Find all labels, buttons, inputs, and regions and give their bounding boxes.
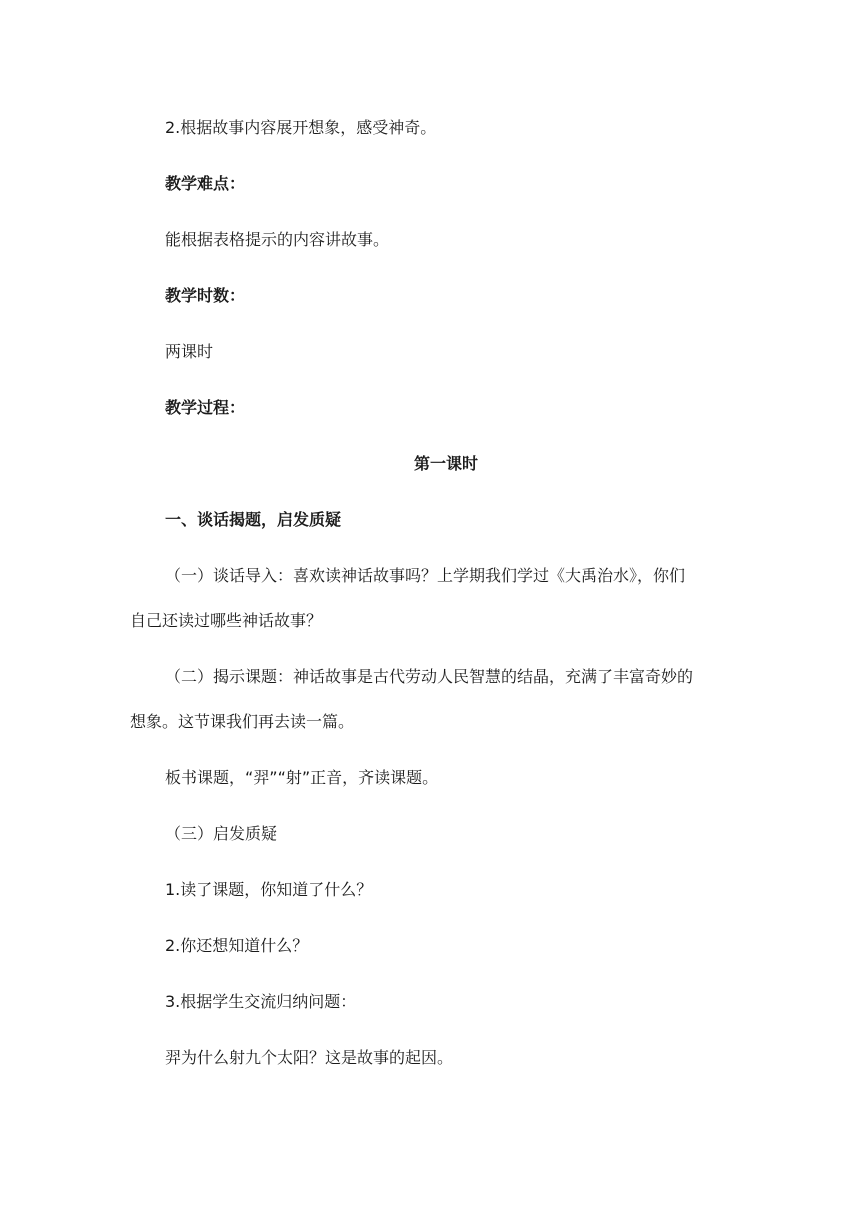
subsection-questioning: （三）启发质疑 — [165, 824, 278, 843]
objective-2: 2.根据故事内容展开想象，感受神奇。 — [165, 118, 437, 137]
lesson-title: 第一课时 — [413, 454, 478, 473]
class-hours-text: 两课时 — [165, 342, 214, 361]
question-1: 1.读了课题，你知道了什么？ — [165, 880, 373, 899]
heading-difficulty: 教学难点： — [165, 174, 246, 193]
question-2: 2.你还想知道什么？ — [165, 936, 309, 955]
paragraph-topic-line-2: 想象。这节课我们再去读一篇。 — [130, 712, 355, 731]
question-3: 3.根据学生交流归纳问题： — [165, 992, 357, 1011]
heading-class-hours: 教学时数： — [165, 286, 246, 305]
difficulty-text: 能根据表格提示的内容讲故事。 — [165, 230, 390, 249]
heading-process: 教学过程： — [165, 398, 246, 417]
section-heading-1: 一、谈话揭题，启发质疑 — [165, 510, 342, 529]
paragraph-intro-line-1: （一）谈话导入：喜欢读神话故事吗？上学期我们学过《大禹治水》，你们 — [165, 566, 686, 585]
summary-question: 羿为什么射九个太阳？这是故事的起因。 — [165, 1048, 454, 1067]
board-title-text: 板书课题，“羿”“射”正音，齐读课题。 — [165, 768, 439, 787]
paragraph-topic-line-1: （二）揭示课题：神话故事是古代劳动人民智慧的结晶，充满了丰富奇妙的 — [165, 667, 694, 686]
paragraph-intro-line-2: 自己还读过哪些神话故事？ — [130, 611, 323, 630]
